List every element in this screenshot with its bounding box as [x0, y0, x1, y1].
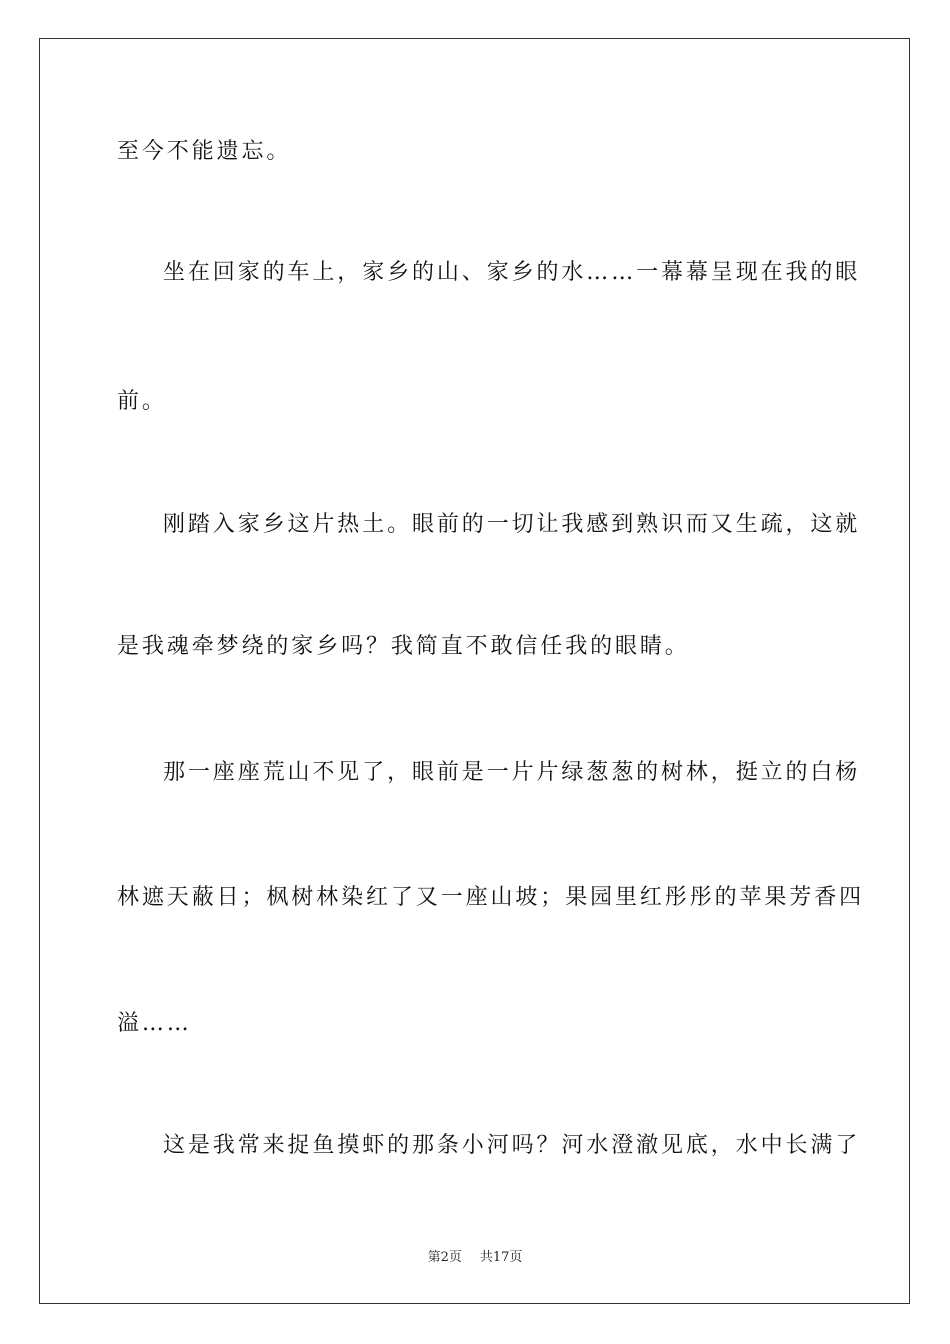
body-text-line: 这是我常来捉鱼摸虾的那条小河吗？河水澄澈见底，水中长满了	[163, 1133, 861, 1158]
body-text-line: 坐在回家的车上，家乡的山、家乡的水……一幕幕呈现在我的眼	[163, 260, 861, 285]
page-number: 第2页	[427, 1250, 462, 1265]
page-footer	[0, 1246, 950, 1265]
body-text-line: 林遮天蔽日；枫树林染红了又一座山坡；果园里红彤彤的苹果芳香四	[117, 885, 865, 910]
body-text-line: 刚踏入家乡这片热土。眼前的一切让我感到熟识而又生疏，这就	[163, 512, 861, 537]
body-text-line: 溢……	[117, 1011, 192, 1036]
page-border	[39, 38, 910, 1304]
body-text-line: 是我魂牵梦绕的家乡吗？我简直不敢信任我的眼睛。	[117, 634, 690, 659]
body-text-line: 至今不能遗忘。	[117, 139, 292, 164]
body-text-line: 那一座座荒山不见了，眼前是一片片绿葱葱的树林，挺立的白杨	[163, 760, 861, 785]
body-text-line: 前。	[117, 389, 167, 414]
page-total: 共17页	[479, 1250, 523, 1265]
